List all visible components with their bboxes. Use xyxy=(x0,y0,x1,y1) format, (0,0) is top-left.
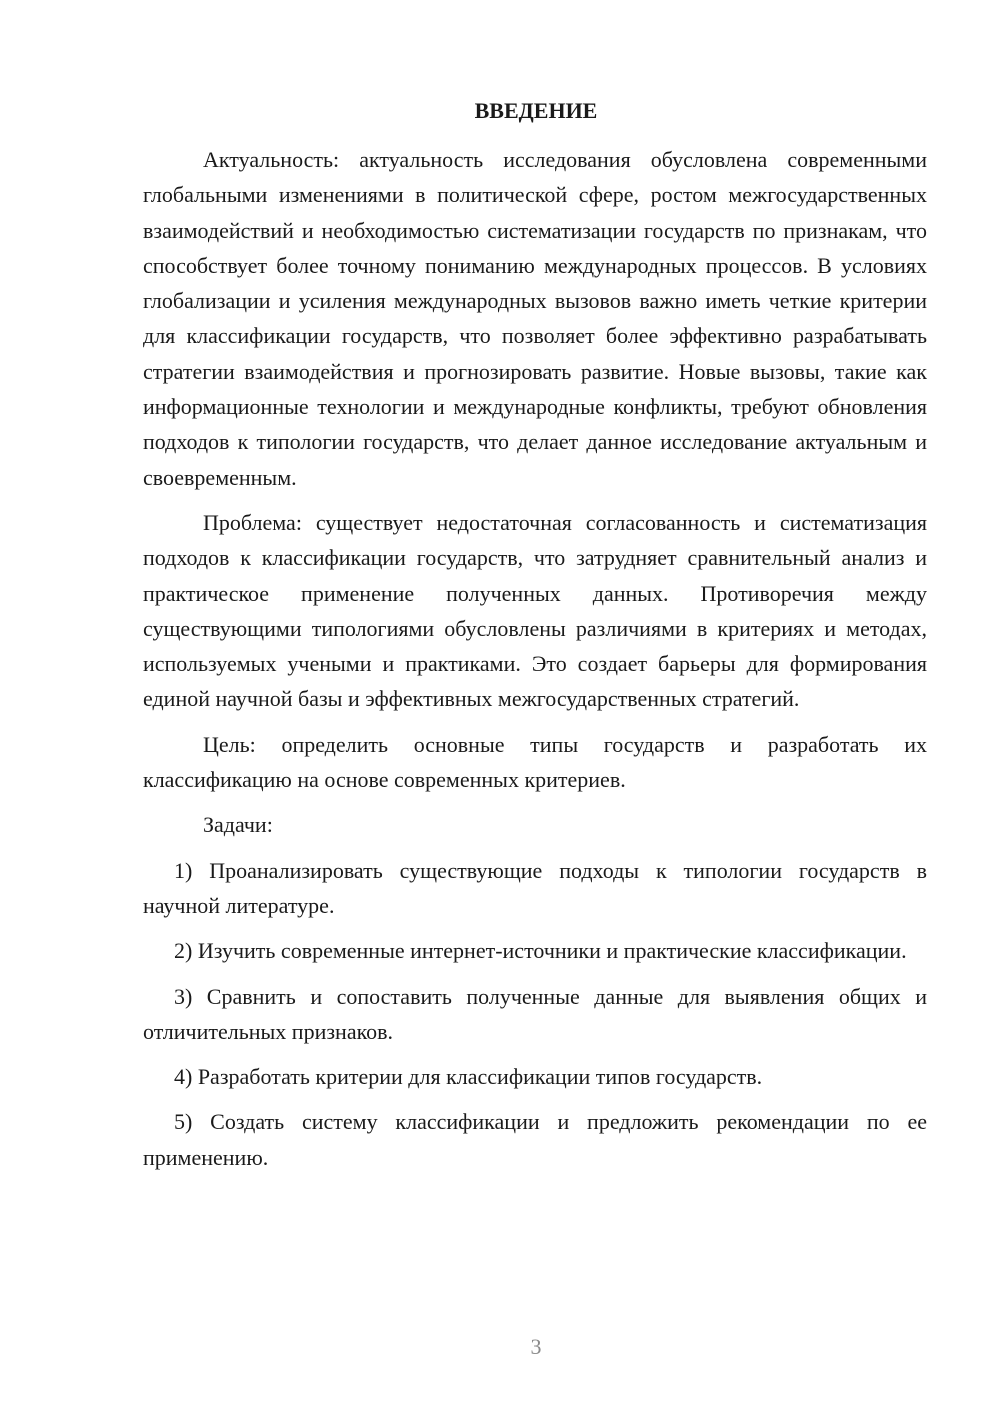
task-item-2: 2) Изучить современные интернет-источники и практические классификации. xyxy=(174,938,907,964)
paragraph-tasks-heading: Задачи: xyxy=(203,812,273,838)
page-title: ВВЕДЕНИЕ xyxy=(474,98,598,123)
page-number: 3 xyxy=(530,1334,542,1359)
task-item-3: 3) Сравнить и сопоставить полученные данные для выявления общих и отличительных признаков. xyxy=(143,983,927,1044)
task-list xyxy=(143,853,927,1175)
task-item-5: 5) Создать систему классификации и предложить рекомендации по ее применению. xyxy=(143,1109,927,1170)
paragraph-problem: Проблема: существует недостаточная согласованность и систематизация подходов к классификации государств, что затрудняет сравнительный анализ и практическое применение полученных данных. Противоречия между существующими типологиями обусловлены различиями в критериях и методах, используемых учеными и практиками. Это создает барьеры для формирования единой научной базы и эффективных межгосударственных стратегий. xyxy=(143,509,927,712)
task-item-1: 1) Проанализировать существующие подходы к типологии государств в научной литературе. xyxy=(143,857,927,918)
task-item-4: 4) Разработать критерии для классификации типов государств. xyxy=(174,1064,763,1090)
paragraph-goal: Цель: определить основные типы государств и разработать их классификацию на основе современных критериев. xyxy=(143,731,927,793)
document-body xyxy=(143,142,927,1175)
paragraph-relevance: Актуальность: актуальность исследования обусловлена современными глобальными изменениями в политической сфере, ростом межгосударственных взаимодействий и необходимостью систематизации государств по признакам, что способствует более точному пониманию международных процессов. В условиях глобализации и усиления международных вызовов важно иметь четкие критерии для классификации государств, что позволяет более эффективно разрабатывать стратегии взаимодействия и прогнозировать развитие. Новые вызовы, такие как информационные технологии и международные конфликты, требуют обновления подходов к типологии государств, что делает данное исследование актуальным и своевременным. xyxy=(143,147,927,490)
